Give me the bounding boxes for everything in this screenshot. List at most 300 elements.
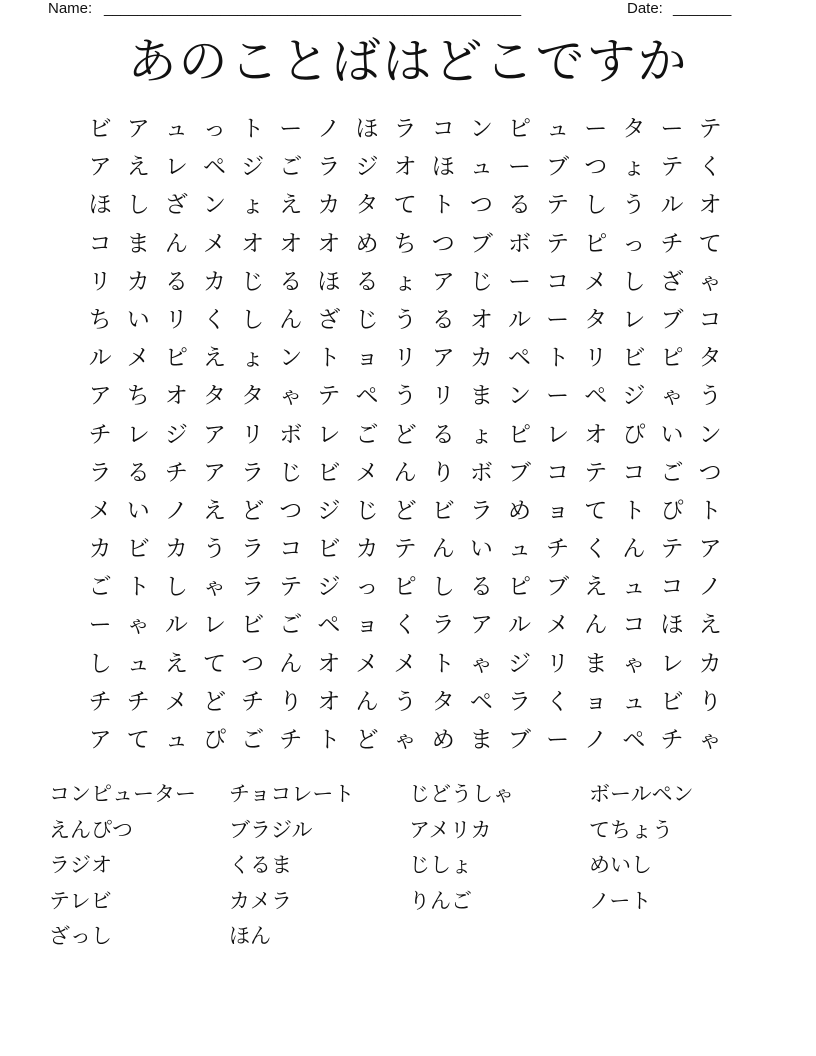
grid-cell[interactable]: ペ	[584, 383, 608, 410]
grid-cell[interactable]: テ	[393, 536, 417, 563]
grid-cell[interactable]: つ	[584, 154, 608, 181]
grid-cell[interactable]: ブ	[507, 727, 531, 753]
grid-cell[interactable]: ざ	[317, 306, 341, 333]
grid-cell[interactable]: ル	[164, 612, 188, 639]
grid-cell[interactable]: ラ	[317, 154, 341, 181]
grid-cell[interactable]: オ	[393, 154, 417, 181]
grid-cell[interactable]: ゃ	[698, 268, 722, 295]
grid-cell[interactable]: え	[584, 574, 608, 601]
grid-cell[interactable]: チ	[126, 688, 150, 715]
grid-cell[interactable]: ん	[279, 650, 303, 677]
grid-row	[81, 339, 729, 377]
grid-cell[interactable]: テ	[317, 383, 341, 410]
grid-cell[interactable]: ン	[202, 192, 226, 219]
grid-cell[interactable]: ト	[317, 345, 341, 372]
grid-cell[interactable]: て	[584, 497, 608, 524]
grid-cell[interactable]: つ	[431, 230, 455, 257]
grid-cell[interactable]: ュ	[126, 650, 150, 677]
grid-cell[interactable]: チ	[660, 727, 684, 753]
grid-cell[interactable]: い	[469, 536, 493, 563]
grid-cell[interactable]: メ	[202, 230, 226, 257]
grid-cell[interactable]: リ	[546, 650, 570, 677]
grid-cell[interactable]: ブ	[469, 230, 493, 257]
grid-cell[interactable]: コ	[546, 268, 570, 295]
grid-cell[interactable]: ど	[393, 421, 417, 448]
grid-cell[interactable]: ア	[88, 383, 112, 410]
grid-cell[interactable]: り	[698, 688, 722, 715]
grid-cell[interactable]: ョ	[355, 345, 379, 372]
grid-cell[interactable]: ジ	[241, 154, 265, 181]
grid-cell[interactable]: ト	[622, 497, 646, 524]
grid-cell[interactable]: ア	[126, 116, 150, 142]
grid-cell[interactable]: ご	[88, 574, 112, 601]
grid-cell[interactable]: コ	[279, 536, 303, 563]
grid-cell[interactable]: ジ	[622, 383, 646, 410]
grid-cell[interactable]: オ	[469, 306, 493, 333]
grid-cell[interactable]: し	[241, 306, 265, 333]
grid-cell[interactable]: ン	[507, 383, 531, 410]
grid-cell[interactable]: り	[431, 459, 455, 486]
grid-cell[interactable]: リ	[164, 306, 188, 333]
grid-cell[interactable]: メ	[355, 459, 379, 486]
grid-cell[interactable]: タ	[584, 306, 608, 333]
grid-cell[interactable]: ト	[431, 192, 455, 219]
grid-cell[interactable]: タ	[241, 383, 265, 410]
grid-cell[interactable]: オ	[698, 192, 722, 219]
grid-cell[interactable]: じ	[279, 459, 303, 486]
grid-cell[interactable]: う	[393, 306, 417, 333]
grid-cell[interactable]: ぴ	[202, 727, 226, 753]
grid-cell[interactable]: い	[126, 497, 150, 524]
grid-cell[interactable]: ビ	[660, 688, 684, 715]
grid-cell[interactable]: カ	[469, 345, 493, 372]
grid-cell[interactable]: ュ	[164, 116, 188, 142]
grid-cell[interactable]: メ	[546, 612, 570, 639]
grid-cell[interactable]: ん	[355, 688, 379, 715]
grid-cell[interactable]: ほ	[317, 268, 341, 295]
grid-cell[interactable]: ラ	[88, 459, 112, 486]
grid-cell[interactable]: い	[660, 421, 684, 448]
grid-cell[interactable]: る	[431, 306, 455, 333]
grid-cell[interactable]: ビ	[317, 459, 341, 486]
grid-cell[interactable]: ご	[660, 459, 684, 486]
grid-cell[interactable]: る	[355, 268, 379, 295]
grid-cell[interactable]: え	[279, 192, 303, 219]
grid-cell[interactable]: ラ	[507, 688, 531, 715]
grid-cell[interactable]: ア	[202, 459, 226, 486]
grid-cell[interactable]: メ	[126, 345, 150, 372]
grid-cell[interactable]: ピ	[164, 345, 188, 372]
grid-cell[interactable]: し	[126, 192, 150, 219]
grid-cell[interactable]: テ	[698, 116, 722, 142]
grid-cell[interactable]: ル	[507, 612, 531, 639]
grid-cell[interactable]: ジ	[355, 154, 379, 181]
grid-cell[interactable]: ア	[202, 421, 226, 448]
grid-cell[interactable]: ビ	[126, 536, 150, 563]
grid-cell[interactable]: ざ	[164, 192, 188, 219]
grid-cell[interactable]: じ	[355, 497, 379, 524]
grid-cell[interactable]: く	[546, 688, 570, 715]
grid-cell[interactable]: ど	[393, 497, 417, 524]
grid-cell[interactable]: カ	[126, 268, 150, 295]
grid-cell[interactable]: て	[202, 650, 226, 677]
grid-cell[interactable]: ン	[469, 116, 493, 142]
grid-cell[interactable]: ュ	[164, 727, 188, 753]
grid-cell[interactable]: く	[584, 536, 608, 563]
grid-cell[interactable]: テ	[546, 192, 570, 219]
grid-cell[interactable]: う	[393, 383, 417, 410]
grid-cell[interactable]: ア	[698, 536, 722, 563]
grid-cell[interactable]: ピ	[507, 574, 531, 601]
grid-cell[interactable]: ピ	[507, 421, 531, 448]
grid-cell[interactable]: し	[431, 574, 455, 601]
grid-cell[interactable]: オ	[164, 383, 188, 410]
grid-cell[interactable]: ゃ	[660, 383, 684, 410]
grid-cell[interactable]: ピ	[393, 574, 417, 601]
grid-cell[interactable]: ざ	[660, 268, 684, 295]
grid-cell[interactable]: ピ	[507, 116, 531, 142]
grid-cell[interactable]: て	[393, 192, 417, 219]
grid-cell[interactable]: ち	[126, 383, 150, 410]
grid-cell[interactable]: ぴ	[622, 421, 646, 448]
grid-cell[interactable]: り	[279, 688, 303, 715]
grid-cell[interactable]: ほ	[355, 116, 379, 142]
grid-cell[interactable]: ル	[88, 345, 112, 372]
grid-cell[interactable]: レ	[317, 421, 341, 448]
grid-cell[interactable]: し	[584, 192, 608, 219]
grid-cell[interactable]: め	[431, 727, 455, 753]
grid-cell[interactable]: え	[164, 650, 188, 677]
grid-cell[interactable]: コ	[660, 574, 684, 601]
grid-cell[interactable]: ビ	[241, 612, 265, 639]
grid-cell[interactable]: ラ	[431, 612, 455, 639]
grid-cell[interactable]: ラ	[241, 574, 265, 601]
grid-cell[interactable]: ょ	[622, 154, 646, 181]
grid-cell[interactable]: ル	[507, 306, 531, 333]
grid-cell[interactable]: ん	[164, 230, 188, 257]
grid-cell[interactable]: ょ	[241, 345, 265, 372]
grid-cell[interactable]: カ	[164, 536, 188, 563]
grid-cell[interactable]: メ	[164, 688, 188, 715]
grid-cell[interactable]: コ	[622, 612, 646, 639]
grid-cell[interactable]: ン	[698, 421, 722, 448]
grid-cell[interactable]: ジ	[317, 497, 341, 524]
grid-cell[interactable]: っ	[622, 230, 646, 257]
grid-cell[interactable]: カ	[355, 536, 379, 563]
grid-cell[interactable]: る	[126, 459, 150, 486]
grid-cell[interactable]: コ	[622, 459, 646, 486]
grid-cell[interactable]: ピ	[660, 345, 684, 372]
grid-cell[interactable]: つ	[279, 497, 303, 524]
grid-cell[interactable]: て	[698, 230, 722, 257]
grid-cell[interactable]: ご	[355, 421, 379, 448]
grid-cell[interactable]: メ	[88, 497, 112, 524]
grid-cell[interactable]: メ	[355, 650, 379, 677]
grid-cell[interactable]: ボ	[507, 230, 531, 257]
grid-cell[interactable]: う	[393, 688, 417, 715]
word-list-item: テレビ	[49, 888, 112, 913]
grid-cell[interactable]: ノ	[317, 116, 341, 142]
grid-cell[interactable]: つ	[698, 459, 722, 486]
grid-cell[interactable]: ゃ	[126, 612, 150, 639]
grid-cell[interactable]: て	[126, 727, 150, 753]
grid-cell[interactable]: え	[202, 345, 226, 372]
grid-cell[interactable]: レ	[126, 421, 150, 448]
grid-cell[interactable]: し	[622, 268, 646, 295]
grid-cell[interactable]: ョ	[355, 612, 379, 639]
grid-cell[interactable]: ン	[279, 345, 303, 372]
grid-cell[interactable]: リ	[393, 345, 417, 372]
grid-cell[interactable]: ゃ	[393, 727, 417, 753]
grid-cell[interactable]: ー	[546, 383, 570, 410]
grid-cell[interactable]: ペ	[317, 612, 341, 639]
grid-cell[interactable]: テ	[546, 230, 570, 257]
grid-cell[interactable]: オ	[317, 650, 341, 677]
grid-cell[interactable]: ゃ	[622, 650, 646, 677]
grid-cell[interactable]: ラ	[393, 116, 417, 142]
date-field[interactable]: _______	[673, 0, 732, 17]
grid-cell[interactable]: る	[431, 421, 455, 448]
word-list-item: コンピューター	[49, 782, 196, 806]
grid-cell[interactable]: ち	[88, 306, 112, 333]
grid-cell[interactable]: ョ	[584, 688, 608, 715]
grid-cell[interactable]: ご	[279, 154, 303, 181]
grid-cell[interactable]: つ	[241, 650, 265, 677]
grid-cell[interactable]: ア	[431, 345, 455, 372]
grid-cell[interactable]: レ	[164, 154, 188, 181]
grid-cell[interactable]: ま	[469, 383, 493, 410]
grid-cell[interactable]: め	[355, 230, 379, 257]
grid-cell[interactable]: ぴ	[660, 497, 684, 524]
grid-cell[interactable]: っ	[202, 116, 226, 142]
grid-cell[interactable]: う	[622, 192, 646, 219]
grid-cell[interactable]: ュ	[622, 688, 646, 715]
grid-cell[interactable]: テ	[279, 574, 303, 601]
grid-cell[interactable]: チ	[88, 688, 112, 715]
grid-cell[interactable]: ト	[317, 727, 341, 753]
grid-cell[interactable]: し	[164, 574, 188, 601]
grid-cell[interactable]: レ	[546, 421, 570, 448]
grid-cell[interactable]: チ	[660, 230, 684, 257]
grid-cell[interactable]: ト	[546, 345, 570, 372]
grid-cell[interactable]: ー	[507, 154, 531, 181]
grid-cell[interactable]: ー	[88, 612, 112, 639]
grid-cell[interactable]: タ	[622, 116, 646, 142]
grid-cell[interactable]: ペ	[469, 688, 493, 715]
grid-cell[interactable]: ん	[431, 536, 455, 563]
grid-cell[interactable]: テ	[660, 536, 684, 563]
grid-cell[interactable]: る	[164, 268, 188, 295]
name-field[interactable]: __________________________________________________	[104, 0, 522, 17]
grid-cell[interactable]: レ	[202, 612, 226, 639]
grid-cell[interactable]: チ	[279, 727, 303, 753]
grid-cell[interactable]: ブ	[546, 574, 570, 601]
grid-cell[interactable]: ノ	[584, 727, 608, 753]
grid-cell[interactable]: ピ	[584, 230, 608, 257]
grid-cell[interactable]: オ	[241, 230, 265, 257]
grid-row	[81, 606, 729, 644]
grid-cell[interactable]: ま	[584, 650, 608, 677]
grid-cell[interactable]: リ	[584, 345, 608, 372]
grid-cell[interactable]: う	[698, 383, 722, 410]
grid-cell[interactable]: リ	[88, 268, 112, 295]
grid-cell[interactable]: く	[393, 612, 417, 639]
grid-cell[interactable]: ュ	[546, 116, 570, 142]
grid-row	[81, 492, 729, 530]
grid-cell[interactable]: ど	[202, 688, 226, 715]
grid-cell[interactable]: ペ	[622, 727, 646, 753]
grid-cell[interactable]: ュ	[622, 574, 646, 601]
grid-cell[interactable]: え	[202, 497, 226, 524]
grid-cell[interactable]: ご	[241, 727, 265, 753]
grid-cell[interactable]: ま	[469, 727, 493, 753]
grid-cell[interactable]: ょ	[241, 192, 265, 219]
grid-cell[interactable]: ー	[546, 727, 570, 753]
grid-cell[interactable]: チ	[164, 459, 188, 486]
grid-cell[interactable]: ブ	[660, 306, 684, 333]
grid-cell[interactable]: い	[126, 306, 150, 333]
grid-cell[interactable]: じ	[469, 268, 493, 295]
grid-cell[interactable]: チ	[546, 536, 570, 563]
grid-cell[interactable]: じ	[355, 306, 379, 333]
grid-cell[interactable]: テ	[660, 154, 684, 181]
grid-cell[interactable]: コ	[546, 459, 570, 486]
grid-cell[interactable]: め	[507, 497, 531, 524]
grid-cell[interactable]: っ	[355, 574, 379, 601]
grid-cell[interactable]: ん	[584, 612, 608, 639]
grid-cell[interactable]: ジ	[164, 421, 188, 448]
grid-cell[interactable]: じ	[241, 268, 265, 295]
grid-cell[interactable]: ュ	[469, 154, 493, 181]
grid-cell[interactable]: ア	[469, 612, 493, 639]
grid-cell[interactable]: ほ	[88, 192, 112, 219]
grid-cell[interactable]: ラ	[469, 497, 493, 524]
grid-cell[interactable]: ビ	[622, 345, 646, 372]
word-list-item: くるま	[229, 853, 292, 878]
grid-cell[interactable]: ビ	[317, 536, 341, 563]
grid-cell[interactable]: る	[469, 574, 493, 601]
grid-cell[interactable]: ョ	[546, 497, 570, 524]
grid-cell[interactable]: ち	[393, 230, 417, 257]
grid-cell[interactable]: ん	[279, 306, 303, 333]
grid-cell[interactable]: ア	[88, 727, 112, 753]
grid-cell[interactable]: ュ	[507, 536, 531, 563]
grid-cell[interactable]: オ	[279, 230, 303, 257]
grid-cell[interactable]: ラ	[241, 459, 265, 486]
grid-cell[interactable]: カ	[88, 536, 112, 563]
grid-cell[interactable]: し	[88, 650, 112, 677]
grid-cell[interactable]: メ	[584, 268, 608, 295]
grid-cell[interactable]: オ	[584, 421, 608, 448]
grid-cell[interactable]: カ	[202, 268, 226, 295]
grid-cell[interactable]: ブ	[507, 459, 531, 486]
grid-cell[interactable]: リ	[241, 421, 265, 448]
grid-cell[interactable]: ど	[355, 727, 379, 753]
grid-cell[interactable]: ト	[698, 497, 722, 524]
grid-cell[interactable]: コ	[431, 116, 455, 142]
grid-cell[interactable]: タ	[698, 345, 722, 372]
grid-cell[interactable]: ん	[393, 459, 417, 486]
grid-cell[interactable]: ま	[126, 230, 150, 257]
grid-cell[interactable]: テ	[584, 459, 608, 486]
grid-cell[interactable]: コ	[698, 306, 722, 333]
grid-cell[interactable]: る	[507, 192, 531, 219]
grid-cell[interactable]: ペ	[202, 154, 226, 181]
grid-cell[interactable]: ト	[126, 574, 150, 601]
grid-cell[interactable]: ビ	[431, 497, 455, 524]
grid-cell[interactable]: ラ	[241, 536, 265, 563]
grid-cell[interactable]: タ	[355, 192, 379, 219]
grid-cell[interactable]: レ	[660, 650, 684, 677]
word-list-row	[49, 776, 769, 812]
grid-cell[interactable]: ル	[660, 192, 684, 219]
grid-cell[interactable]: ほ	[660, 612, 684, 639]
grid-cell[interactable]: ボ	[279, 421, 303, 448]
grid-cell[interactable]: レ	[622, 306, 646, 333]
grid-cell[interactable]: ト	[431, 650, 455, 677]
grid-cell[interactable]: コ	[88, 230, 112, 257]
grid-cell[interactable]: る	[279, 268, 303, 295]
grid-cell[interactable]: ん	[622, 536, 646, 563]
grid-cell[interactable]: ー	[279, 116, 303, 142]
grid-cell[interactable]: タ	[202, 383, 226, 410]
grid-cell[interactable]: ど	[241, 497, 265, 524]
grid-cell[interactable]: ペ	[507, 345, 531, 372]
grid-cell[interactable]: ノ	[164, 497, 188, 524]
grid-cell[interactable]: ょ	[469, 421, 493, 448]
grid-cell[interactable]: ー	[584, 116, 608, 142]
grid-cell[interactable]: つ	[469, 192, 493, 219]
grid-cell[interactable]: チ	[88, 421, 112, 448]
grid-cell[interactable]: ペ	[355, 383, 379, 410]
grid-cell[interactable]: ジ	[507, 650, 531, 677]
grid-cell[interactable]: え	[126, 154, 150, 181]
grid-cell[interactable]: う	[202, 536, 226, 563]
grid-cell[interactable]: ゃ	[469, 650, 493, 677]
grid-cell[interactable]: カ	[698, 650, 722, 677]
grid-cell[interactable]: オ	[317, 230, 341, 257]
grid-cell[interactable]: ょ	[393, 268, 417, 295]
grid-cell[interactable]: ー	[546, 306, 570, 333]
grid-cell[interactable]: え	[698, 612, 722, 639]
grid-cell[interactable]: オ	[317, 688, 341, 715]
grid-cell[interactable]: ゃ	[698, 727, 722, 753]
grid-cell[interactable]: ビ	[88, 116, 112, 142]
grid-cell[interactable]: ト	[241, 116, 265, 142]
grid-cell[interactable]: ご	[279, 612, 303, 639]
grid-cell[interactable]: ア	[88, 154, 112, 181]
grid-cell[interactable]: く	[698, 154, 722, 181]
page-title: あのことばはどこですか	[127, 33, 689, 90]
grid-cell[interactable]: チ	[241, 688, 265, 715]
grid-cell[interactable]: く	[202, 306, 226, 333]
grid-cell[interactable]: メ	[393, 650, 417, 677]
grid-cell[interactable]: ゃ	[279, 383, 303, 410]
grid-cell[interactable]: ー	[507, 268, 531, 295]
grid-cell[interactable]: ア	[431, 268, 455, 295]
grid-cell[interactable]: ー	[660, 116, 684, 142]
grid-cell[interactable]: タ	[431, 688, 455, 715]
grid-cell[interactable]: ノ	[698, 574, 722, 601]
grid-cell[interactable]: リ	[431, 383, 455, 410]
grid-cell[interactable]: ほ	[431, 154, 455, 181]
grid-cell[interactable]: カ	[317, 192, 341, 219]
name-label: Name:	[48, 0, 93, 17]
grid-cell[interactable]: ゃ	[202, 574, 226, 601]
grid-cell[interactable]: ブ	[546, 154, 570, 181]
grid-cell[interactable]: ボ	[469, 459, 493, 486]
grid-cell[interactable]: ジ	[317, 574, 341, 601]
